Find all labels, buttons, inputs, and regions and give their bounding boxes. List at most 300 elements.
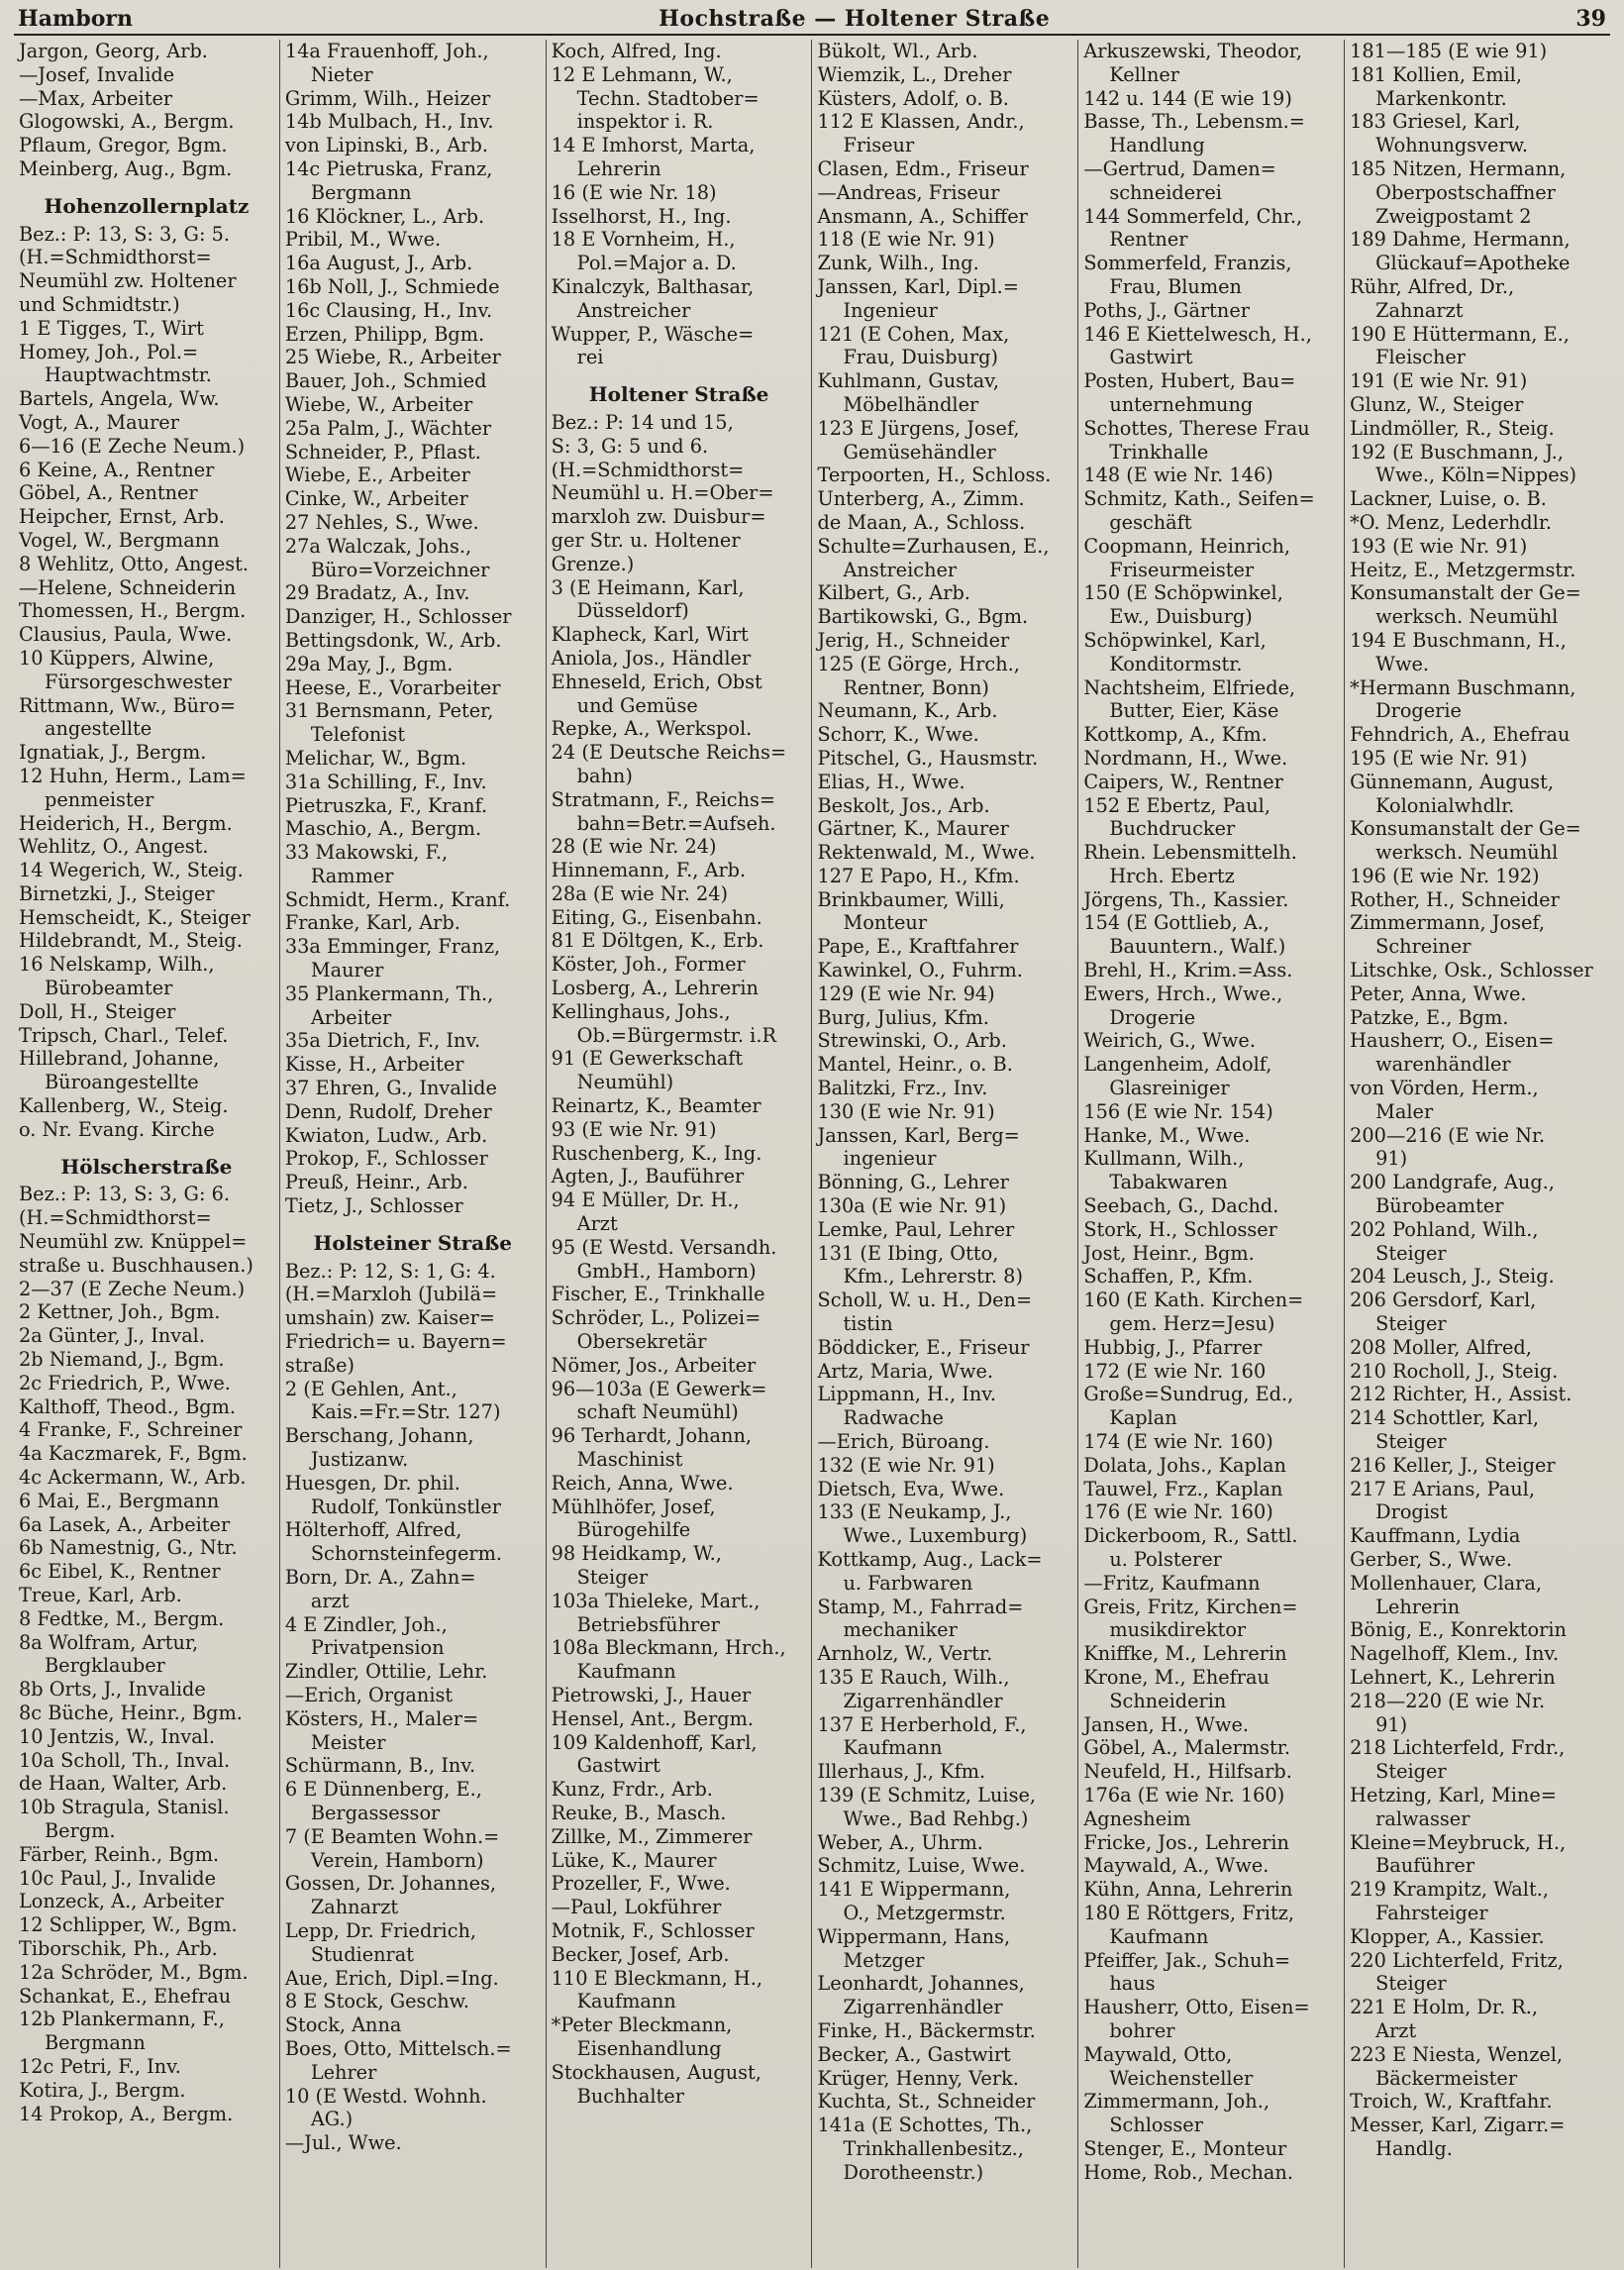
directory-entry: Gärtner, K., Maurer bbox=[817, 817, 1009, 841]
directory-entry: 139 (E Schmitz, Luise, bbox=[817, 1783, 1037, 1806]
directory-entry: Lindmöller, R., Steig. bbox=[1350, 416, 1555, 440]
entry-continuation: Glückauf=Apotheke bbox=[1375, 252, 1571, 275]
entry-continuation: mechaniker bbox=[843, 1618, 958, 1642]
directory-entry: 8a Wolfram, Artur, bbox=[19, 1630, 199, 1654]
directory-entry: Sommerfeld, Franzis, bbox=[1083, 252, 1292, 275]
directory-entry: marxloh zw. Duisbur= bbox=[551, 505, 766, 529]
directory-entry: —Josef, Invalide bbox=[19, 62, 175, 86]
entry-continuation: Maler bbox=[1375, 1099, 1434, 1123]
directory-entry: 12b Plankermann, F., bbox=[19, 2008, 225, 2031]
directory-entry: Pietruszka, F., Kranf. bbox=[284, 793, 488, 817]
directory-entry: Pitschel, G., Hausmstr. bbox=[817, 746, 1039, 770]
directory-entry: Burg, Julius, Kfm. bbox=[817, 1005, 989, 1029]
directory-entry: Erzen, Philipp, Bgm. bbox=[284, 322, 485, 346]
entry-continuation: Rentner, Bonn) bbox=[843, 675, 989, 699]
directory-entry: Kwiaton, Ludw., Arb. bbox=[284, 1123, 488, 1147]
entry-continuation: Ew., Duisburg) bbox=[1109, 605, 1253, 629]
column-3 bbox=[546, 40, 812, 2268]
directory-entry: Gossen, Dr. Johannes, bbox=[284, 1872, 497, 1896]
directory-entry: Kottkamp, Aug., Lack= bbox=[817, 1548, 1043, 1571]
entry-continuation: Justizanw. bbox=[310, 1448, 409, 1472]
directory-entry: Zimmermann, Josef, bbox=[1350, 911, 1545, 935]
directory-entry: 2b Niemand, J., Bgm. bbox=[19, 1348, 225, 1372]
directory-entry: Prozeller, F., Wwe. bbox=[551, 1872, 731, 1896]
entry-continuation: Kaplan bbox=[1109, 1406, 1177, 1430]
directory-entry: Kisse, H., Arbeiter bbox=[284, 1053, 464, 1077]
directory-entry: 150 (E Schöpwinkel, bbox=[1083, 581, 1283, 605]
directory-entry: Neufeld, H., Hilfsarb. bbox=[1083, 1760, 1292, 1784]
entry-continuation: Zigarrenhändler bbox=[843, 1689, 1003, 1712]
directory-entry: Weirich, G., Wwe. bbox=[1083, 1029, 1256, 1053]
directory-entry: 6—16 (E Zeche Neum.) bbox=[19, 434, 246, 458]
directory-entry: Birnetzki, J., Steiger bbox=[19, 881, 215, 905]
entry-continuation: Dorotheenstr.) bbox=[843, 2160, 984, 2184]
directory-entry: 8b Orts, J., Invalide bbox=[19, 1678, 206, 1702]
directory-entry: Nömer, Jos., Arbeiter bbox=[551, 1353, 757, 1377]
entry-continuation: schneiderei bbox=[1109, 180, 1222, 204]
directory-entry: 193 (E wie Nr. 91) bbox=[1350, 534, 1528, 558]
directory-entry: 14 Wegerich, W., Steig. bbox=[19, 859, 244, 882]
directory-entry: 6 Keine, A., Rentner bbox=[19, 458, 215, 481]
directory-entry: Patzke, E., Bgm. bbox=[1350, 1005, 1509, 1029]
entry-continuation: Verein, Hamborn) bbox=[310, 1848, 484, 1872]
directory-entry: Lippmann, H., Inv. bbox=[817, 1383, 996, 1406]
directory-entry: 28 (E wie Nr. 24) bbox=[551, 835, 717, 859]
directory-entry: 81 E Döltgen, K., Erb. bbox=[551, 929, 764, 953]
directory-entry: Tietz, J., Schlosser bbox=[284, 1194, 463, 1218]
directory-entry: —Erich, Büroang. bbox=[817, 1430, 990, 1454]
entry-continuation: warenhändler bbox=[1375, 1053, 1511, 1077]
directory-entry: 185 Nitzen, Hermann, bbox=[1350, 156, 1567, 180]
directory-entry: und Schmidtstr.) bbox=[19, 292, 180, 316]
directory-entry: 16b Noll, J., Schmiede bbox=[284, 274, 500, 298]
directory-entry: Klapheck, Karl, Wirt bbox=[551, 623, 749, 647]
directory-entry: Zillke, M., Zimmerer bbox=[551, 1824, 753, 1848]
directory-entry: Motnik, F., Schlosser bbox=[551, 1918, 755, 1942]
entry-continuation: Kaufmann bbox=[576, 1660, 676, 1684]
directory-entry: 95 (E Westd. Versandh. bbox=[551, 1235, 777, 1259]
entry-continuation: Buchdrucker bbox=[1109, 817, 1236, 841]
directory-entry: Poths, J., Gärtner bbox=[1083, 298, 1250, 322]
directory-entry: 96—103a (E Gewerk= bbox=[551, 1377, 767, 1400]
entry-continuation: Bäckermeister bbox=[1375, 2066, 1518, 2090]
directory-entry: 142 u. 144 (E wie 19) bbox=[1083, 86, 1292, 110]
directory-entry: 190 E Hüttermann, E., bbox=[1350, 322, 1570, 346]
directory-entry: Pribil, M., Wwe. bbox=[284, 228, 442, 252]
entry-continuation: penmeister bbox=[45, 787, 154, 811]
directory-entry: 123 E Jürgens, Josef, bbox=[817, 416, 1020, 440]
directory-entry: Bez.: P: 14 und 15, bbox=[551, 410, 734, 434]
directory-entry: 98 Heidkamp, W., bbox=[551, 1542, 722, 1566]
directory-entry: 7 (E Beamten Wohn.= bbox=[284, 1824, 500, 1848]
directory-entry: 176a (E wie Nr. 160) bbox=[1083, 1783, 1285, 1806]
directory-entry: 16 Nelskamp, Wilh., bbox=[19, 953, 215, 977]
directory-entry: —Max, Arbeiter bbox=[19, 86, 173, 110]
directory-entry: Bönig, E., Konrektorin bbox=[1350, 1618, 1567, 1642]
directory-entry: 130 (E wie Nr. 91) bbox=[817, 1099, 995, 1123]
entry-continuation: Bergassessor bbox=[310, 1801, 441, 1824]
entry-continuation: Schreiner bbox=[1375, 935, 1472, 959]
entry-continuation: inspektor i. R. bbox=[576, 110, 714, 134]
directory-entry: (H.=Schmidthorst= bbox=[19, 246, 212, 269]
directory-entry: Ewers, Hrch., Wwe., bbox=[1083, 981, 1283, 1005]
entry-continuation: Bergmann bbox=[310, 180, 412, 204]
directory-entry: 14 E Imhorst, Marta, bbox=[551, 134, 756, 157]
directory-entry: Aue, Erich, Dipl.=Ing. bbox=[284, 1966, 499, 1990]
directory-entry: 33 Makowski, F., bbox=[284, 841, 449, 865]
entry-continuation: Meister bbox=[310, 1730, 386, 1754]
directory-entry: Ehneseld, Erich, Obst bbox=[551, 670, 762, 693]
directory-entry: Neumühl zw. Knüppel= bbox=[19, 1230, 248, 1254]
directory-entry: 216 Keller, J., Steiger bbox=[1350, 1453, 1556, 1477]
directory-entry: Ruschenberg, K., Ing. bbox=[551, 1141, 762, 1165]
column-4 bbox=[811, 40, 1077, 2268]
entry-continuation: Lehrerin bbox=[576, 156, 661, 180]
directory-entry: Pape, E., Kraftfahrer bbox=[817, 935, 1019, 959]
directory-entry: 10 (E Westd. Wohnh. bbox=[284, 2084, 487, 2108]
directory-entry: 200 Landgrafe, Aug., bbox=[1350, 1171, 1555, 1194]
directory-entry: Kilbert, G., Arb. bbox=[817, 581, 970, 605]
directory-entry: Wupper, P., Wäsche= bbox=[551, 322, 755, 346]
entry-continuation: arzt bbox=[310, 1589, 350, 1612]
directory-entry: Ignatiak, J., Bergm. bbox=[19, 741, 207, 765]
directory-entry: Boes, Otto, Mittelsch.= bbox=[284, 2036, 512, 2060]
directory-entry: 220 Lichterfeld, Fritz, bbox=[1350, 1948, 1564, 1972]
directory-entry: Koch, Alfred, Ing. bbox=[551, 40, 722, 62]
directory-entry: 4c Ackermann, W., Arb. bbox=[19, 1466, 247, 1490]
entry-continuation: werksch. Neumühl bbox=[1375, 841, 1559, 865]
entry-continuation: Pol.=Major a. D. bbox=[576, 252, 737, 275]
directory-entry: 2c Friedrich, P., Wwe. bbox=[19, 1371, 231, 1394]
entry-continuation: Arzt bbox=[576, 1212, 618, 1236]
directory-entry: 176 (E wie Nr. 160) bbox=[1083, 1500, 1273, 1524]
directory-entry: Tiborschik, Ph., Arb. bbox=[19, 1936, 218, 1960]
directory-entry: Arkuszewski, Theodor, bbox=[1083, 40, 1303, 62]
directory-entry: Hensel, Ant., Bergm. bbox=[551, 1706, 755, 1730]
directory-entry: 148 (E wie Nr. 146) bbox=[1083, 464, 1273, 487]
entry-continuation: AG.) bbox=[310, 2108, 354, 2131]
directory-entry: Kniffke, M., Lehrerin bbox=[1083, 1642, 1287, 1666]
directory-entry: Kawinkel, O., Fuhrm. bbox=[817, 959, 1023, 982]
entry-continuation: 91) bbox=[1375, 1147, 1408, 1171]
directory-entry: 12 E Lehmann, W., bbox=[551, 62, 733, 86]
directory-entry: Glunz, W., Steiger bbox=[1350, 392, 1524, 416]
directory-entry: 8 E Stock, Geschw. bbox=[284, 1990, 470, 2013]
entry-continuation: Kaufmann bbox=[1109, 1924, 1209, 1948]
directory-entry: Weber, A., Uhrm. bbox=[817, 1830, 983, 1854]
entry-continuation: Drogerie bbox=[1375, 699, 1462, 723]
directory-entry: 8c Büche, Heinr., Bgm. bbox=[19, 1701, 243, 1724]
directory-entry: —Fritz, Kaufmann bbox=[1083, 1571, 1261, 1595]
directory-entry: Agnesheim bbox=[1083, 1806, 1191, 1830]
directory-entry: 3 (E Heimann, Karl, bbox=[551, 575, 745, 599]
directory-entry: 192 (E Buschmann, J., bbox=[1350, 440, 1564, 464]
directory-entry: Reinartz, K., Beamter bbox=[551, 1094, 761, 1118]
directory-entry: (H.=Schmidthorst= bbox=[19, 1206, 212, 1230]
entry-continuation: Gastwirt bbox=[576, 1754, 660, 1778]
directory-entry: 129 (E wie Nr. 94) bbox=[817, 981, 995, 1005]
directory-entry: 35 Plankermann, Th., bbox=[284, 981, 494, 1005]
street-heading: Hohenzollernplatz bbox=[44, 193, 250, 218]
entry-continuation: Büro=Vorzeichner bbox=[310, 558, 490, 581]
entry-continuation: Handlung bbox=[1109, 134, 1205, 157]
column-1 bbox=[14, 40, 279, 2268]
directory-entry: Rittmann, Ww., Büro= bbox=[19, 693, 237, 717]
directory-entry: Glogowski, A., Bergm. bbox=[19, 110, 235, 134]
directory-entry: Strewinski, O., Arb. bbox=[817, 1029, 1007, 1053]
directory-entry: Schankat, E., Ehefrau bbox=[19, 1984, 232, 2008]
directory-entry: 10 Jentzis, W., Inval. bbox=[19, 1724, 215, 1748]
directory-entry: 8 Fedtke, M., Bergm. bbox=[19, 1606, 225, 1630]
directory-entry: Jörgens, Th., Kassier. bbox=[1083, 887, 1289, 911]
directory-entry: 25 Wiebe, R., Arbeiter bbox=[284, 346, 501, 369]
directory-entry: Beskolt, Jos., Arb. bbox=[817, 793, 990, 817]
entry-continuation: Butter, Eier, Käse bbox=[1109, 699, 1279, 723]
directory-entry: 146 E Kiettelwesch, H., bbox=[1083, 322, 1312, 346]
directory-entry: Färber, Reinh., Bgm. bbox=[19, 1842, 220, 1866]
directory-entry: 214 Schottler, Karl, bbox=[1350, 1406, 1539, 1430]
directory-entry: 195 (E wie Nr. 91) bbox=[1350, 746, 1528, 770]
directory-entry: Thomessen, H., Bergm. bbox=[19, 599, 247, 623]
entry-continuation: Radwache bbox=[843, 1406, 944, 1430]
directory-entry: —Jul., Wwe. bbox=[284, 2131, 402, 2155]
street-heading: Holsteiner Straße bbox=[313, 1230, 512, 1255]
directory-entry: Rother, H., Schneider bbox=[1350, 887, 1560, 911]
directory-entry: Schürmann, B., Inv. bbox=[284, 1754, 476, 1778]
directory-entry: 217 E Arians, Paul, bbox=[1350, 1477, 1535, 1500]
directory-entry: —Andreas, Friseur bbox=[817, 180, 1000, 204]
directory-entry: Bükolt, Wl., Arb. bbox=[817, 40, 978, 62]
directory-entry: Nachtsheim, Elfriede, bbox=[1083, 675, 1296, 699]
column-5 bbox=[1077, 40, 1344, 2268]
entry-continuation: Techn. Stadtober= bbox=[576, 86, 760, 110]
directory-entry: Dietsch, Eva, Wwe. bbox=[817, 1477, 1005, 1500]
directory-entry: Posten, Hubert, Bau= bbox=[1083, 369, 1296, 393]
entry-continuation: werksch. Neumühl bbox=[1375, 605, 1559, 629]
directory-entry: 200—216 (E wie Nr. bbox=[1350, 1123, 1546, 1147]
directory-entry: 29 Bradatz, A., Inv. bbox=[284, 581, 470, 605]
directory-entry: 210 Rocholl, J., Steig. bbox=[1350, 1359, 1559, 1383]
directory-entry: de Maan, A., Schloss. bbox=[817, 510, 1026, 534]
directory-entry: 109 Kaldenhoff, Karl, bbox=[551, 1730, 758, 1754]
entry-continuation: Kais.=Fr.=Str. 127) bbox=[310, 1400, 501, 1424]
directory-entry: Bartikowski, G., Bgm. bbox=[817, 605, 1029, 629]
entry-continuation: Steiger bbox=[1375, 1760, 1447, 1784]
entry-continuation: Metzger bbox=[843, 1948, 925, 1972]
directory-entry: 6a Lasek, A., Arbeiter bbox=[19, 1512, 231, 1536]
directory-entry: —Gertrud, Damen= bbox=[1083, 156, 1276, 180]
directory-entry: Kallenberg, W., Steig. bbox=[19, 1094, 229, 1118]
directory-entry: Messer, Karl, Zigarr.= bbox=[1350, 2114, 1566, 2137]
directory-entry: Wehlitz, O., Angest. bbox=[19, 835, 209, 859]
directory-entry: Maschio, A., Bergm. bbox=[284, 817, 482, 841]
directory-entry: 25a Palm, J., Wächter bbox=[284, 416, 492, 440]
directory-entry: 112 E Klassen, Andr., bbox=[817, 110, 1025, 134]
entry-continuation: Tabakwaren bbox=[1109, 1171, 1228, 1194]
entry-continuation: Betriebsführer bbox=[576, 1612, 720, 1636]
directory-entry: umshain) zw. Kaiser= bbox=[284, 1306, 495, 1330]
entry-continuation: ralwasser bbox=[1375, 1806, 1471, 1830]
entry-continuation: Handlg. bbox=[1375, 2136, 1453, 2160]
directory-entry: 196 (E wie Nr. 192) bbox=[1350, 864, 1540, 887]
entry-continuation: rei bbox=[576, 346, 604, 369]
directory-entry: 130a (E wie Nr. 91) bbox=[817, 1194, 1007, 1218]
directory-entry: 12a Schröder, M., Bgm. bbox=[19, 1960, 249, 1984]
entry-continuation: Nieter bbox=[310, 62, 373, 86]
directory-entry: Schottes, Therese Frau bbox=[1083, 416, 1310, 440]
directory-entry: 181—185 (E wie 91) bbox=[1350, 40, 1548, 62]
entry-continuation: Telefonist bbox=[310, 723, 406, 747]
directory-entry: Kühn, Anna, Lehrerin bbox=[1083, 1878, 1293, 1902]
directory-entry: Stockhausen, August, bbox=[551, 2060, 761, 2084]
directory-entry: Danziger, H., Schlosser bbox=[284, 605, 512, 629]
directory-entry: Dolata, Johs., Kaplan bbox=[1083, 1453, 1286, 1477]
directory-entry: Losberg, A., Lehrerin bbox=[551, 977, 759, 1000]
header-district: Hamborn bbox=[18, 6, 133, 32]
entry-continuation: Wwe., Köln=Nippes) bbox=[1375, 464, 1577, 487]
directory-entry: 27 Nehles, S., Wwe. bbox=[284, 510, 479, 534]
entry-continuation: Wohnungsverw. bbox=[1375, 134, 1529, 157]
directory-entry: 212 Richter, H., Assist. bbox=[1350, 1383, 1573, 1406]
directory-entry: 2a Günter, J., Inval. bbox=[19, 1324, 205, 1348]
entry-continuation: Wwe. bbox=[1375, 652, 1430, 675]
directory-entry: Bettingsdonk, W., Arb. bbox=[284, 628, 502, 652]
page-number: 39 bbox=[1575, 6, 1606, 32]
directory-entry: 223 E Niesta, Wenzel, bbox=[1350, 2042, 1564, 2066]
entry-continuation: Frau, Blumen bbox=[1109, 274, 1242, 298]
entry-continuation: Bergmann bbox=[45, 2031, 146, 2055]
directory-entry: Klopper, A., Kassier. bbox=[1350, 1924, 1545, 1948]
entry-continuation: geschäft bbox=[1109, 510, 1192, 534]
directory-entry: Huesgen, Dr. phil. bbox=[284, 1471, 460, 1495]
entry-continuation: GmbH., Hamborn) bbox=[576, 1259, 757, 1283]
directory-entry: Schneider, P., Pflast. bbox=[284, 440, 481, 464]
directory-entry: Kottkomp, A., Kfm. bbox=[1083, 723, 1268, 747]
entry-continuation: Fahrsteiger bbox=[1375, 1901, 1488, 1924]
directory-entry: 6c Eibel, K., Rentner bbox=[19, 1560, 221, 1584]
directory-entry: Heipcher, Ernst, Arb. bbox=[19, 505, 225, 529]
directory-entry: Seebach, G., Dachd. bbox=[1083, 1194, 1279, 1218]
directory-entry: Stock, Anna bbox=[284, 2013, 402, 2037]
entry-continuation: Ingenieur bbox=[843, 298, 938, 322]
entry-continuation: Kaufmann bbox=[843, 1736, 943, 1760]
directory-entry: Kinalczyk, Balthasar, bbox=[551, 274, 755, 298]
directory-entry: 181 Kollien, Emil, bbox=[1350, 62, 1522, 86]
entry-continuation: Gastwirt bbox=[1109, 346, 1193, 369]
directory-entry: Kalthoff, Theod., Bgm. bbox=[19, 1394, 237, 1418]
directory-entry: 96 Terhardt, Johann, bbox=[551, 1424, 753, 1448]
directory-entry: 4 E Zindler, Joh., bbox=[284, 1612, 448, 1636]
directory-entry: Melichar, W., Bgm. bbox=[284, 746, 467, 770]
directory-entry: 6 E Dünnenberg, E., bbox=[284, 1778, 482, 1802]
directory-entry: 31 Bernsmann, Peter, bbox=[284, 699, 494, 723]
entry-continuation: Lehrer bbox=[310, 2060, 377, 2084]
entry-continuation: Schlosser bbox=[1109, 2114, 1203, 2137]
directory-entry: Ansmann, A., Schiffer bbox=[817, 204, 1028, 228]
directory-entry: 12 Schlipper, W., Bgm. bbox=[19, 1913, 238, 1937]
entry-continuation: Drogist bbox=[1375, 1500, 1448, 1524]
entry-continuation: Gemüsehändler bbox=[843, 440, 996, 464]
entry-continuation: O., Metzgermstr. bbox=[843, 1901, 1006, 1924]
entry-continuation: Steiger bbox=[576, 1566, 649, 1589]
directory-entry: Pietrowski, J., Hauer bbox=[551, 1683, 752, 1706]
directory-entry: Balitzki, Frz., Inv. bbox=[817, 1077, 988, 1100]
directory-entry: Stork, H., Schlosser bbox=[1083, 1217, 1277, 1241]
directory-entry: Bez.: P: 13, S: 3, G: 5. bbox=[19, 222, 230, 246]
directory-entry: Schöpwinkel, Karl, bbox=[1083, 628, 1267, 652]
entry-continuation: Steiger bbox=[1375, 1312, 1447, 1336]
directory-entry: Schmitz, Kath., Seifen= bbox=[1083, 487, 1315, 511]
directory-entry: Reuke, B., Masch. bbox=[551, 1801, 727, 1824]
directory-entry: Kösters, H., Maler= bbox=[284, 1706, 479, 1730]
entry-continuation: Monteur bbox=[843, 911, 928, 935]
directory-entry: —Erich, Organist bbox=[284, 1683, 454, 1706]
directory-entry: Doll, H., Steiger bbox=[19, 999, 176, 1023]
directory-entry: Hölterhoff, Alfred, bbox=[284, 1518, 462, 1542]
directory-entry: —Helene, Schneiderin bbox=[19, 575, 237, 599]
entry-continuation: 91) bbox=[1375, 1712, 1408, 1736]
directory-entry: 33a Emminger, Franz, bbox=[284, 935, 501, 959]
directory-entry: Stamp, M., Fahrrad= bbox=[817, 1595, 1024, 1618]
directory-entry: S: 3, G: 5 und 6. bbox=[551, 434, 709, 458]
directory-entry: Nagelhoff, Klem., Inv. bbox=[1350, 1642, 1560, 1666]
entry-continuation: Kaufmann bbox=[576, 1990, 676, 2013]
directory-entry: straße u. Buschhausen.) bbox=[19, 1253, 254, 1277]
entry-continuation: ingenieur bbox=[843, 1147, 937, 1171]
directory-entry: Schorr, K., Wwe. bbox=[817, 723, 979, 747]
directory-entry: 2 Kettner, Joh., Bgm. bbox=[19, 1300, 221, 1324]
directory-entry: Finke, H., Bäckermstr. bbox=[817, 2018, 1036, 2042]
directory-entry: 16a August, J., Arb. bbox=[284, 252, 473, 275]
directory-entry: 125 (E Görge, Hrch., bbox=[817, 652, 1020, 675]
directory-entry: Hemscheidt, K., Steiger bbox=[19, 905, 251, 929]
entry-continuation: Lehrerin bbox=[1375, 1595, 1461, 1618]
directory-entry: 4 Franke, F., Schreiner bbox=[19, 1418, 243, 1442]
entry-continuation: Markenkontr. bbox=[1375, 86, 1507, 110]
directory-entry: 8 Wehlitz, Otto, Angest. bbox=[19, 552, 250, 575]
directory-entry: Zindler, Ottilie, Lehr. bbox=[284, 1660, 488, 1684]
directory-entry: 218—220 (E wie Nr. bbox=[1350, 1689, 1546, 1712]
directory-entry: Clausius, Paula, Wwe. bbox=[19, 623, 233, 647]
directory-entry: Kullmann, Wilh., bbox=[1083, 1147, 1245, 1171]
entry-continuation: Arzt bbox=[1375, 2018, 1417, 2042]
directory-entry: Neumann, K., Arb. bbox=[817, 699, 998, 723]
directory-entry: Hildebrandt, M., Steig. bbox=[19, 929, 243, 953]
directory-entry: von Vörden, Herm., bbox=[1350, 1077, 1539, 1100]
directory-entry: Born, Dr. A., Zahn= bbox=[284, 1566, 476, 1589]
entry-continuation: Obersekretär bbox=[576, 1330, 707, 1354]
directory-entry: Lemke, Paul, Lehrer bbox=[817, 1217, 1015, 1241]
directory-entry: 18 E Vornheim, H., bbox=[551, 228, 736, 252]
directory-entry: 4a Kaczmarek, F., Bgm. bbox=[19, 1442, 248, 1466]
directory-entry: Illerhaus, J., Kfm. bbox=[817, 1760, 986, 1784]
directory-entry: Arnholz, W., Vertr. bbox=[817, 1642, 993, 1666]
directory-entry: 144 Sommerfeld, Chr., bbox=[1083, 204, 1303, 228]
directory-entry: Troich, W., Kraftfahr. bbox=[1350, 2090, 1553, 2114]
directory-entry: 10b Stragula, Stanisl. bbox=[19, 1796, 230, 1819]
entry-continuation: Büroangestellte bbox=[45, 1071, 199, 1094]
directory-entry: Heitz, E., Metzgermstr. bbox=[1350, 558, 1576, 581]
entry-continuation: Konditormstr. bbox=[1109, 652, 1243, 675]
entry-continuation: Oberpostschaffner bbox=[1375, 180, 1556, 204]
directory-entry: 94 E Müller, Dr. H., bbox=[551, 1188, 740, 1212]
entry-continuation: bohrer bbox=[1109, 2018, 1175, 2042]
directory-entry: Mollenhauer, Clara, bbox=[1350, 1571, 1543, 1595]
entry-continuation: Wwe., Luxemburg) bbox=[843, 1524, 1028, 1548]
entry-continuation: u. Farbwaren bbox=[843, 1571, 973, 1595]
directory-entry: Jansen, H., Wwe. bbox=[1083, 1712, 1249, 1736]
directory-entry: 10 Küppers, Alwine, bbox=[19, 646, 215, 670]
